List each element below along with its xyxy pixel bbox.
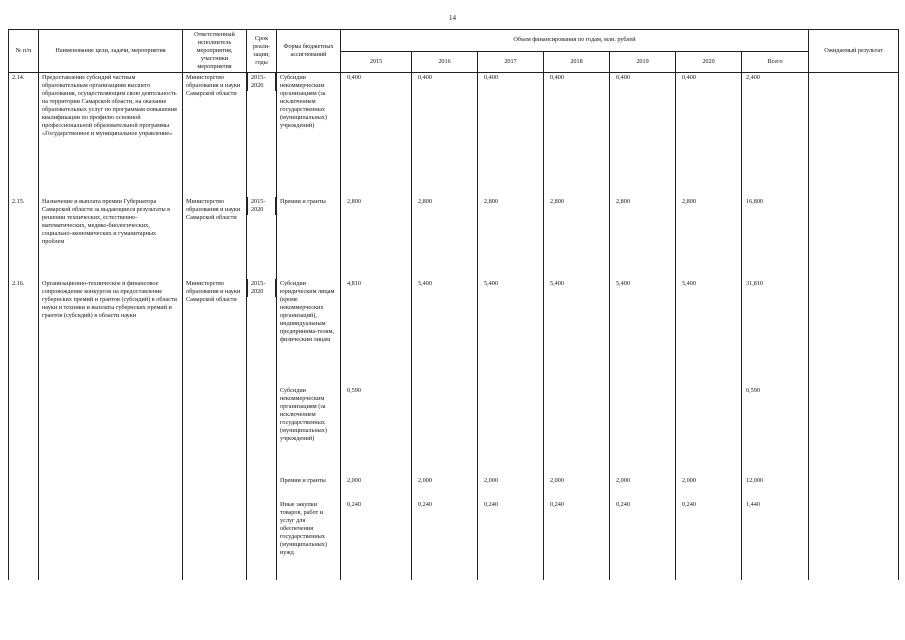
value-2020: 0,240 xyxy=(676,500,742,580)
value-2016: 2,800 xyxy=(412,197,478,279)
header-year-2017: 2017 xyxy=(478,51,544,73)
table-row xyxy=(9,197,899,279)
value-2015: 2,000 xyxy=(341,476,412,500)
header-form: Форма бюджетных ассигнований xyxy=(277,30,341,73)
value-2018 xyxy=(544,386,610,476)
page-number: 14 xyxy=(449,14,456,22)
value-2020: 5,400 xyxy=(676,279,742,386)
header-period: Срок реали-зации, годы xyxy=(247,30,277,73)
value-2015: 4,810 xyxy=(341,279,412,386)
row-activity-name xyxy=(39,476,183,500)
value-2016: 2,000 xyxy=(412,476,478,500)
row-expected-result xyxy=(809,476,899,500)
header-executor: Ответственный исполнитель мероприятия, участники мероприятия xyxy=(183,30,247,73)
row-period xyxy=(247,500,277,580)
value-2017: 5,400 xyxy=(478,279,544,386)
value-2015: 0,590 xyxy=(341,386,412,476)
row-number: 2.14. xyxy=(9,73,39,197)
header-year-2018: 2018 xyxy=(544,51,610,73)
value-total: 1,440 xyxy=(742,500,809,580)
row-funding-form: Субсидии юридическим лицам (кроме некоммерческих организаций), индивидуальным предпринима-телям, физическим лицам xyxy=(277,279,341,386)
table-row xyxy=(9,73,899,197)
value-2016 xyxy=(412,386,478,476)
row-activity-name xyxy=(39,386,183,476)
row-number xyxy=(9,500,39,580)
row-funding-form: Премии и гранты xyxy=(277,476,341,500)
value-total: 31,810 xyxy=(742,279,809,386)
row-activity-name: Назначение и выплата премии Губернатора Самарской области за выдающиеся результаты в решении технических, естественно-математических, медико-биологических, социально-экономических и гуманитарных проблем xyxy=(39,197,183,279)
header-name: Наименование цели, задачи, мероприятия xyxy=(39,30,183,73)
funding-table xyxy=(8,29,899,580)
value-2016: 0,400 xyxy=(412,73,478,197)
row-expected-result xyxy=(809,500,899,580)
row-period: 2015- 2020 xyxy=(247,279,276,297)
value-2017: 0,240 xyxy=(478,500,544,580)
value-total: 16,800 xyxy=(742,197,809,279)
header-result: Ожидаемый результат xyxy=(809,30,899,73)
row-executor: Министерство образования и науки Самарской области xyxy=(183,279,247,386)
row-period: 2015- 2020 xyxy=(247,73,276,91)
value-2020: 2,800 xyxy=(676,197,742,279)
row-expected-result xyxy=(809,386,899,476)
value-2017: 2,000 xyxy=(478,476,544,500)
value-2019: 2,800 xyxy=(610,197,676,279)
value-2018: 5,400 xyxy=(544,279,610,386)
header-year-2016: 2016 xyxy=(412,51,478,73)
value-2018: 0,240 xyxy=(544,500,610,580)
row-period: 2015- 2020 xyxy=(247,197,276,215)
value-total: 2,400 xyxy=(742,73,809,197)
row-funding-form: Субсидии некоммерческим организациям (за исключением государственных (муниципальных) учреждений) xyxy=(277,73,341,197)
value-total: 0,590 xyxy=(742,386,809,476)
row-funding-form: Премии и гранты xyxy=(277,197,341,279)
value-2016: 0,240 xyxy=(412,500,478,580)
value-2019 xyxy=(610,386,676,476)
row-period xyxy=(247,476,277,500)
row-activity-name xyxy=(39,500,183,580)
header-year-2015: 2015 xyxy=(341,51,412,73)
value-2017 xyxy=(478,386,544,476)
row-period xyxy=(247,386,277,476)
value-2020 xyxy=(676,386,742,476)
header-row-top xyxy=(9,30,899,52)
row-executor xyxy=(183,386,247,476)
row-executor xyxy=(183,476,247,500)
row-number xyxy=(9,476,39,500)
row-expected-result xyxy=(809,197,899,279)
value-2017: 2,800 xyxy=(478,197,544,279)
value-2015: 2,800 xyxy=(341,197,412,279)
value-2020: 0,400 xyxy=(676,73,742,197)
value-2015: 0,400 xyxy=(341,73,412,197)
row-executor: Министерство образования и науки Самарской области xyxy=(183,73,247,197)
value-2018: 2,000 xyxy=(544,476,610,500)
value-2018: 2,800 xyxy=(544,197,610,279)
row-number: 2.15. xyxy=(9,197,39,279)
table-row xyxy=(9,500,899,580)
row-funding-form: Субсидии некоммерческим организациям (за исключением государственных (муниципальных) учреждений) xyxy=(277,386,341,476)
row-executor: Министерство образования и науки Самарской области xyxy=(183,197,247,279)
value-2019: 0,240 xyxy=(610,500,676,580)
table-row xyxy=(9,279,899,386)
value-2019: 5,400 xyxy=(610,279,676,386)
table-row xyxy=(9,476,899,500)
value-2018: 0,400 xyxy=(544,73,610,197)
value-2017: 0,400 xyxy=(478,73,544,197)
value-2016: 5,400 xyxy=(412,279,478,386)
row-expected-result xyxy=(809,73,899,197)
value-total: 12,000 xyxy=(742,476,809,500)
row-executor xyxy=(183,500,247,580)
value-2019: 0,400 xyxy=(610,73,676,197)
row-activity-name: Предоставление субсидий частным образовательным организациям высшего образования, осуществляющим свою деятельность на территории Самарской области, на оказание образовательных услуг по программам повышения квалификации по профилю основной профессиональной образовательной программы «Государственное и муниципальное управление» xyxy=(39,73,183,197)
table-row xyxy=(9,386,899,476)
value-2015: 0,240 xyxy=(341,500,412,580)
row-expected-result xyxy=(809,279,899,386)
header-year-2019: 2019 xyxy=(610,51,676,73)
header-funding: Объем финансирования по годам, млн. рублей xyxy=(341,30,809,52)
row-funding-form: Иные закупки товаров, работ и услуг для обеспечения государственных (муниципальных) нужд xyxy=(277,500,341,580)
header-total: Всего xyxy=(742,51,809,73)
value-2019: 2,000 xyxy=(610,476,676,500)
header-num: № п/п xyxy=(9,30,39,73)
row-activity-name: Организационно-техническое и финансовое сопровождение конкурсов на предоставление губернских премий и грантов (субсидий) в области науки и техники и выплаты губернских премий и грантов (субсидий) в области науки xyxy=(39,279,183,386)
header-year-2020: 2020 xyxy=(676,51,742,73)
row-number xyxy=(9,386,39,476)
value-2020: 2,000 xyxy=(676,476,742,500)
row-number: 2.16. xyxy=(9,279,39,386)
